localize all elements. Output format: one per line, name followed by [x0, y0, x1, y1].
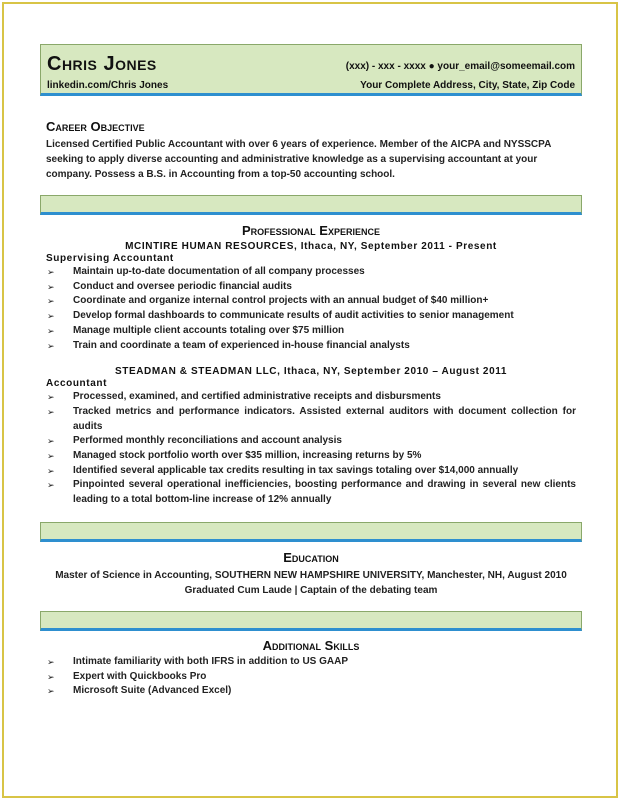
- career-objective-title: Career Objective: [46, 119, 145, 134]
- bullet-text: Identified several applicable tax credits resulting in tax savings totaling over $14,000 annually: [73, 464, 519, 476]
- list-item: [40, 655, 582, 670]
- bullet-text: Processed, examined, and certified administrative receipts and disbursments: [73, 391, 441, 403]
- job-company: STEADMAN & STEADMAN LLC, Ithaca, NY, September 2010 – August 2011: [114, 366, 508, 378]
- arrow-bullet-icon: ➢: [47, 311, 55, 322]
- section-divider: [40, 195, 582, 215]
- skills-title: Additional Skills: [262, 637, 360, 653]
- job-company: MCINTIRE HUMAN RESOURCES, Ithaca, NY, September 2011 - Present: [125, 241, 497, 252]
- arrow-bullet-icon: ➢: [47, 451, 55, 462]
- list-item: [40, 280, 582, 295]
- linkedin-link: linkedin.com/Chris Jones: [47, 80, 169, 91]
- education-honors: Graduated Cum Laude | Captain of the debating team: [184, 584, 438, 596]
- experience-title: Professional Experience: [242, 223, 380, 238]
- address: Your Complete Address, City, State, Zip Code: [360, 80, 575, 91]
- list-item: [40, 434, 582, 449]
- candidate-name: Chris Jones: [47, 53, 157, 75]
- arrow-bullet-icon: ➢: [47, 671, 55, 682]
- arrow-bullet-icon: ➢: [47, 480, 55, 491]
- list-item: [40, 670, 582, 685]
- arrow-bullet-icon: ➢: [47, 465, 55, 476]
- education-title: Education: [283, 549, 339, 565]
- arrow-bullet-icon: ➢: [47, 281, 55, 292]
- arrow-bullet-icon: ➢: [47, 340, 55, 351]
- list-item: [40, 294, 582, 309]
- arrow-bullet-icon: ➢: [47, 296, 55, 307]
- job-role: Supervising Accountant: [46, 253, 174, 264]
- education-degree: Master of Science in Accounting, SOUTHERN NEW HAMPSHIRE UNIVERSITY, Manchester, NH, August 2010: [55, 569, 567, 581]
- arrow-bullet-icon: ➢: [47, 686, 55, 697]
- skill-text: Expert with Quickbooks Pro: [73, 670, 207, 682]
- bullet-text: Maintain up-to-date documentation of all company processes: [73, 266, 365, 277]
- job-role: Accountant: [46, 378, 107, 390]
- list-item: [40, 309, 582, 324]
- arrow-bullet-icon: ➢: [47, 406, 55, 417]
- bullet-text: Performed monthly reconciliations and account analysis: [73, 435, 342, 447]
- list-item: [40, 405, 582, 434]
- header-box: [40, 44, 582, 96]
- bullet-text: Manage multiple client accounts totaling over $75 million: [73, 324, 345, 336]
- list-item: [40, 478, 582, 507]
- resume: [40, 44, 582, 699]
- job-bullets: [40, 265, 582, 353]
- skill-text: Intimate familiarity with both IFRS in addition to US GAAP: [73, 655, 349, 667]
- bullet-text: Train and coordinate a team of experienced in-house financial analysts: [73, 339, 410, 351]
- job-bullets: [40, 390, 582, 508]
- list-item: [40, 464, 582, 479]
- list-item: [40, 390, 582, 405]
- bullet-text: Managed stock portfolio worth over $35 million, increasing returns by 5%: [73, 450, 422, 462]
- contact-info: (xxx) - xxx - xxxx ● your_email@someemail.com: [345, 61, 575, 72]
- arrow-bullet-icon: ➢: [47, 392, 55, 403]
- list-item: [40, 324, 582, 339]
- list-item: [40, 449, 582, 464]
- arrow-bullet-icon: ➢: [47, 267, 55, 277]
- bullet-text: Develop formal dashboards to communicate results of audit activities to senior management: [73, 310, 514, 322]
- skills-list: [40, 655, 582, 699]
- bullet-text: Coordinate and organize internal control projects with an annual budget of $40 million+: [73, 295, 489, 307]
- career-objective-text: Licensed Certified Public Accountant with over 6 years of experience. Member of the AICPA and NYSSCPA seeking to apply diverse accounting and administrative knowledge as a supervising accountant at your company. Possess a B.S. in Accounting from a top-50 accounting school.: [46, 139, 551, 180]
- skill-text: Microsoft Suite (Advanced Excel): [73, 685, 232, 697]
- bullet-text: Tracked metrics and performance indicators. Assisted external auditors with document collection for audits: [73, 405, 576, 432]
- list-item: [40, 339, 582, 354]
- arrow-bullet-icon: ➢: [47, 436, 55, 447]
- list-item: [40, 265, 582, 280]
- section-divider: [40, 522, 582, 542]
- arrow-bullet-icon: ➢: [47, 325, 55, 336]
- list-item: [40, 684, 582, 699]
- section-divider: [40, 611, 582, 631]
- bullet-text: Pinpointed several operational inefficiencies, boosting performance and drawing in several new clients leading to a total bottom-line increase of 12% annually: [73, 479, 576, 506]
- bullet-text: Conduct and oversee periodic financial audits: [73, 280, 292, 292]
- arrow-bullet-icon: ➢: [47, 656, 55, 667]
